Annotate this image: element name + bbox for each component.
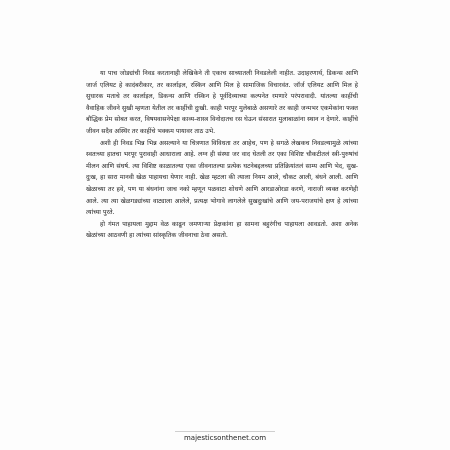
footer-watermark: majesticsonthenet.com [183, 434, 267, 442]
paragraph-1: या पाच जोड्यांची निवड करतानाही लेखिकेने ती एकाच साच्यातली निवडलेली नाहीत. उदाहरणार्थ, डिकन्स आणि जार्ज एलियट हे कादंबरीकार, तर कार्लाइल, रस्किन आणि मिल हे सामाजिक विचारवंत. जॉर्ज एलियट आणि मिल हे सुधारक मताचे तर कार्लाइल, डिकन्स आणि रस्किन हे पूर्वदिव्याच्या कल्पनेत रमणारे परंपरावादी. यांतल्या काहींची वैवाहिक जीवने सुखी म्हणता येतील तर काहींची दुःखी. काही भरपूर मुलेबाळे असणारे तर काही जन्मभर एकमेकांना फक्त बौद्धिक प्रेम सोबत करत, विषयवासनेपेक्षा काव्य-शास्त्र विनोदातच रस घेऊन संसारात मुलाबाळांना स्थान न देणारे. काहींचे जीवन सदैव अस्थिर तर काहींचे भक्कम पायावर ताठ उभे. [86, 70, 358, 135]
paragraph-2: अशी ही निवड भिन्न भिन्न असल्याने या चित्रणात विविधता तर आहेच, पण हे सगळे लेखकच निवडल्यामुळे त्यांच्या स्वतःच्या हातचा भरपूर पुरावाही आधाराला आहे. लग्न ही संस्था जर वाद घेतली तर एका विशिष्ट चौकटीतलं स्त्री-पुरुषांचं मीलन आणि संघर्ष. त्या विशिष्ट काळातल्या एका जीवनातल्या प्रत्येक घटनेबद्दलच्या प्रतिक्रियांतलं साम्य आणि भेद, सुख-दुःख, हा सारा मानवी खेळ पाहायचा येणार नाही. खेळ म्हटला की त्याला नियम आले, चौकट आली, बंधने आली. आणि खेळाच्या तर हवे, पण या बंधनांना जाच नको म्हणून पळवाटा शोधणे आणि आरडाओरडा करणे, नाराजी व्यक्त करणेही आले. त्या त्या खेळगड्यांच्या वाट्याला आलेले, प्रत्यक्ष भोगावे लागलेले सुखदुःखांचे आणि जय-पराजयांचे क्षण हे त्यांच्या त्यांच्या पुरते. [86, 139, 358, 217]
body-text [86, 68, 358, 242]
paragraph-3: हो गंमत पाहायला मुद्दाम वेळ काढून जमणाऱ्या प्रेक्षकांना हा सामना बहुरंगीच पाहायला आवडतो. अशा अनेक खेळांच्या आठवणी हा त्यांच्या सांस्कृतिक जीवनाचा ठेवा असतो. [86, 220, 358, 240]
footer-divider [175, 431, 275, 432]
